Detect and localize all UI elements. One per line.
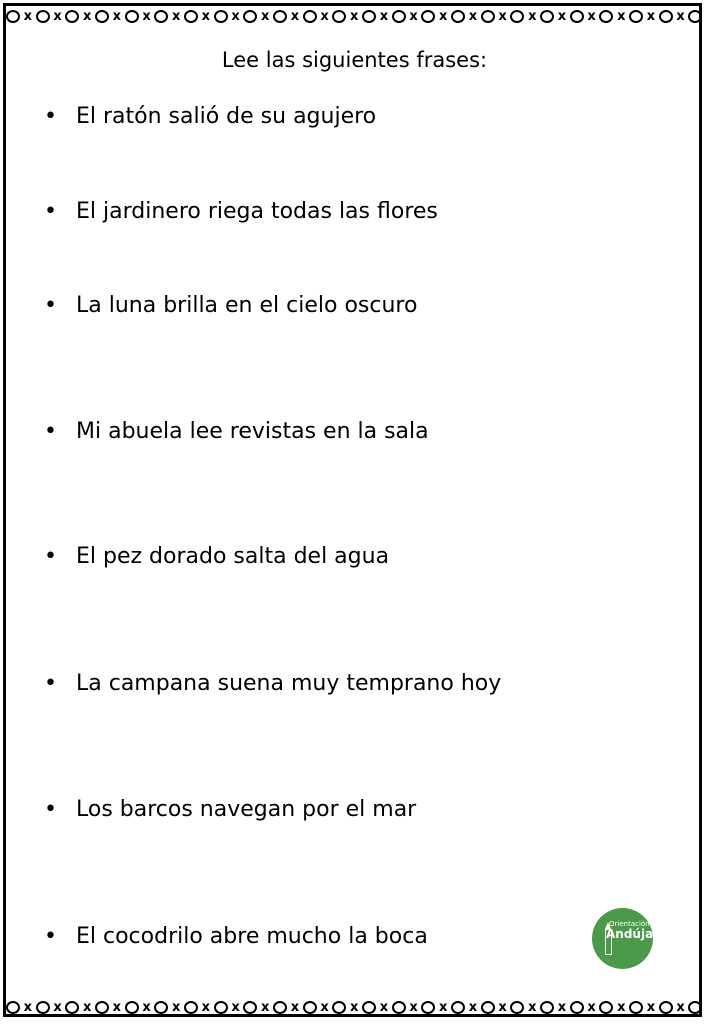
logo-line-2: Andújar	[606, 927, 660, 941]
orientacion-andujar-logo	[592, 908, 660, 969]
x-ornament-icon: x	[53, 8, 62, 24]
circle-ornament-icon	[303, 1001, 317, 1014]
x-ornament-icon: x	[439, 999, 448, 1015]
x-ornament-icon: x	[320, 8, 329, 24]
top-decorative-border	[6, 5, 703, 27]
x-ornament-icon: x	[290, 999, 300, 1015]
bullet-icon: •	[44, 419, 57, 444]
x-ornament-icon: x	[557, 8, 567, 24]
sentence-item	[44, 541, 390, 569]
x-ornament-icon: x	[201, 8, 211, 24]
x-ornament-icon: x	[409, 8, 418, 24]
x-ornament-icon: x	[528, 8, 537, 24]
circle-ornament-icon	[95, 10, 109, 23]
circle-ornament-icon	[481, 1001, 495, 1014]
sentence-item	[44, 921, 428, 949]
sentence-text: El pez dorado salta del agua	[76, 544, 390, 569]
bottom-decorative-border	[6, 996, 703, 1018]
circle-ornament-icon	[6, 1001, 20, 1014]
bullet-icon: •	[44, 797, 57, 822]
circle-ornament-icon	[570, 10, 584, 23]
x-ornament-icon: x	[617, 8, 626, 24]
sentence-item	[44, 794, 417, 822]
sentence-text: La campana suena muy temprano hoy	[76, 671, 502, 696]
x-ornament-icon: x	[172, 999, 181, 1015]
x-ornament-icon: x	[676, 8, 685, 24]
circle-ornament-icon	[36, 10, 50, 23]
circle-ornament-icon	[688, 10, 702, 23]
circle-ornament-icon	[481, 10, 495, 23]
sentence-text: La luna brilla en el cielo oscuro	[76, 293, 418, 318]
x-ornament-icon: x	[82, 999, 92, 1015]
circle-ornament-icon	[659, 1001, 673, 1014]
x-ornament-icon: x	[201, 999, 211, 1015]
circle-ornament-icon	[451, 10, 465, 23]
circle-ornament-icon	[392, 10, 406, 23]
circle-ornament-icon	[184, 1001, 198, 1014]
circle-ornament-icon	[243, 10, 257, 23]
x-ornament-icon: x	[290, 8, 300, 24]
bullet-icon: •	[44, 199, 57, 224]
x-ornament-icon: x	[498, 999, 507, 1015]
x-ornament-icon: x	[587, 8, 596, 24]
x-ornament-icon: x	[468, 999, 478, 1015]
circle-ornament-icon	[154, 10, 168, 23]
x-ornament-icon: x	[379, 999, 389, 1015]
x-ornament-icon: x	[231, 8, 240, 24]
circle-ornament-icon	[421, 10, 435, 23]
x-ornament-icon: x	[646, 999, 656, 1015]
x-ornament-icon: x	[498, 8, 507, 24]
page-frame	[3, 3, 702, 1017]
circle-ornament-icon	[510, 1001, 524, 1014]
circle-ornament-icon	[184, 10, 198, 23]
circle-ornament-icon	[629, 10, 643, 23]
circle-ornament-icon	[570, 1001, 584, 1014]
circle-ornament-icon	[659, 10, 673, 23]
circle-ornament-icon	[36, 1001, 50, 1014]
x-ornament-icon: x	[350, 999, 359, 1015]
circle-ornament-icon	[362, 1001, 376, 1014]
circle-ornament-icon	[65, 1001, 79, 1014]
sentence-item	[44, 290, 418, 318]
x-ornament-icon: x	[468, 8, 478, 24]
circle-ornament-icon	[273, 10, 287, 23]
sentence-item	[44, 196, 438, 224]
x-ornament-icon: x	[231, 999, 240, 1015]
bullet-icon: •	[44, 293, 57, 318]
sentence-item	[44, 668, 502, 696]
x-ornament-icon: x	[142, 8, 151, 24]
instruction-title: Lee las siguientes frases:	[221, 48, 488, 72]
circle-ornament-icon	[214, 1001, 228, 1014]
x-ornament-icon: x	[676, 999, 685, 1015]
sentence-text: Los barcos navegan por el mar	[76, 797, 417, 822]
bullet-icon: •	[44, 104, 57, 129]
x-ornament-icon: x	[53, 999, 62, 1015]
circle-ornament-icon	[95, 1001, 109, 1014]
x-ornament-icon: x	[646, 8, 656, 24]
circle-ornament-icon	[125, 10, 139, 23]
sentence-text: El cocodrilo abre mucho la boca	[76, 924, 428, 949]
circle-ornament-icon	[421, 1001, 435, 1014]
circle-ornament-icon	[243, 1001, 257, 1014]
x-ornament-icon: x	[320, 999, 329, 1015]
circle-ornament-icon	[540, 1001, 554, 1014]
x-ornament-icon: x	[409, 999, 418, 1015]
sentence-text: El jardinero riega todas las flores	[76, 199, 438, 224]
circle-ornament-icon	[125, 1001, 139, 1014]
circle-ornament-icon	[451, 1001, 465, 1014]
bullet-icon: •	[44, 544, 57, 569]
x-ornament-icon: x	[557, 999, 567, 1015]
x-ornament-icon: x	[142, 999, 151, 1015]
x-ornament-icon: x	[23, 999, 33, 1015]
circle-ornament-icon	[629, 1001, 643, 1014]
x-ornament-icon: x	[587, 999, 596, 1015]
x-ornament-icon: x	[82, 8, 92, 24]
bullet-icon: •	[44, 924, 57, 949]
circle-ornament-icon	[599, 1001, 613, 1014]
x-ornament-icon: x	[617, 999, 626, 1015]
circle-ornament-icon	[599, 10, 613, 23]
sentence-item	[44, 416, 429, 444]
x-ornament-icon: x	[23, 8, 33, 24]
circle-ornament-icon	[332, 10, 346, 23]
circle-ornament-icon	[392, 1001, 406, 1014]
x-ornament-icon: x	[379, 8, 389, 24]
logo-line-1: Orientación	[609, 920, 650, 928]
circle-ornament-icon	[154, 1001, 168, 1014]
bullet-icon: •	[44, 671, 57, 696]
circle-ornament-icon	[688, 1001, 702, 1014]
x-ornament-icon: x	[172, 8, 181, 24]
circle-ornament-icon	[273, 1001, 287, 1014]
x-ornament-icon: x	[112, 8, 122, 24]
x-ornament-icon: x	[112, 999, 122, 1015]
circle-ornament-icon	[332, 1001, 346, 1014]
x-ornament-icon: x	[439, 8, 448, 24]
sentence-text: El ratón salió de su agujero	[76, 104, 377, 129]
circle-ornament-icon	[6, 10, 20, 23]
x-ornament-icon: x	[261, 999, 270, 1015]
circle-ornament-icon	[65, 10, 79, 23]
sentence-text: Mi abuela lee revistas en la sala	[76, 419, 429, 444]
circle-ornament-icon	[510, 10, 524, 23]
circle-ornament-icon	[214, 10, 228, 23]
x-ornament-icon: x	[528, 999, 537, 1015]
circle-ornament-icon	[362, 10, 376, 23]
circle-ornament-icon	[540, 10, 554, 23]
x-ornament-icon: x	[350, 8, 359, 24]
circle-ornament-icon	[303, 10, 317, 23]
x-ornament-icon: x	[261, 8, 270, 24]
sentence-item	[44, 101, 377, 129]
